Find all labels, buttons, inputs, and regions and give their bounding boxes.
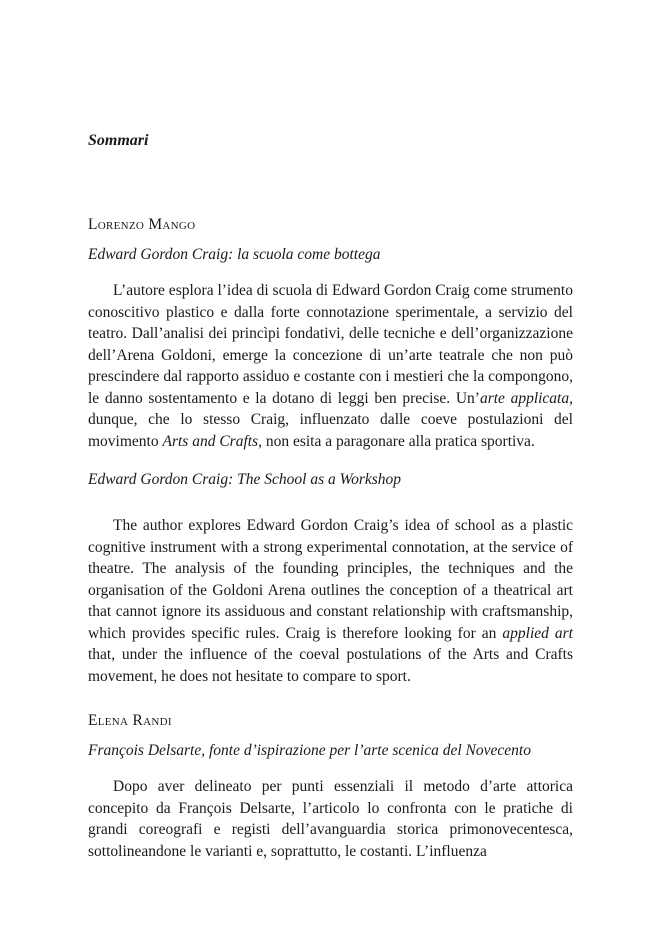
paragraph-text: The author explores Edward Gordon Craig’s idea of school as a plastic cognitive instrument with a strong experimental connotation, at the service of theatre. The analysis of the founding principles, the techniques and the organisation of the Goldoni Arena outlines the conception of a theatrical art that cannot ignore its assiduous and constant relationship with craftsmanship, which provides specific rules. Craig is therefore looking for an xyxy=(88,517,573,642)
paragraph-text: , dunque, che lo stesso Craig, influenzato dalle coeve postulazioni del movimento xyxy=(88,389,573,450)
abstract-paragraph xyxy=(88,280,573,452)
abstract-section xyxy=(88,214,573,452)
abstract-title: Edward Gordon Craig: The School as a Workshop xyxy=(88,471,402,488)
paragraph-text: L’autore esplora l’idea di scuola di Edward Gordon Craig come strumento conoscitivo plastico e dalla forte connotazione sperimentale, a servizio del teatro. Dall’analisi dei princìpi fondativi, delle tecniche e dell’organizzazione dell’Arena Goldoni, emerge la concezione di un’arte teatrale che non può prescindere dal rapporto assiduo e costante con i mestieri che la compongono, le danno sostentamento e la dotano di leggi ben precise. Un’ xyxy=(88,282,573,407)
emphasis-text: Arts and Crafts xyxy=(162,432,259,450)
abstract-section xyxy=(88,469,573,687)
page-heading: Sommari xyxy=(88,132,149,149)
author-name: Lorenzo Mango xyxy=(88,216,196,233)
paragraph-text: that, under the influence of the coeval postulations of the Arts and Crafts movement, he does not hesitate to compare to sport. xyxy=(88,646,573,685)
emphasis-text: applied art xyxy=(502,624,573,642)
author-name: Elena Randi xyxy=(88,712,172,729)
abstract-paragraph: Dopo aver delineato per punti essenziali il metodo d’arte attorica concepito da François Delsarte, l’articolo lo confronta con le pratiche di grandi coreografi e registi dell’avanguardia storica primonovecentesca, sottolineandone le varianti e, soprattutto, le costanti. L’influenza xyxy=(88,778,573,860)
abstract-paragraph xyxy=(88,515,573,687)
emphasis-text: arte applicata xyxy=(479,389,570,407)
paragraph-text: , non esita a paragonare alla pratica sportiva. xyxy=(258,432,535,450)
abstract-title: Edward Gordon Craig: la scuola come bottega xyxy=(88,246,381,263)
abstract-section xyxy=(88,710,573,862)
abstract-title: François Delsarte, fonte d’ispirazione per l’arte scenica del Novecento xyxy=(88,742,531,759)
